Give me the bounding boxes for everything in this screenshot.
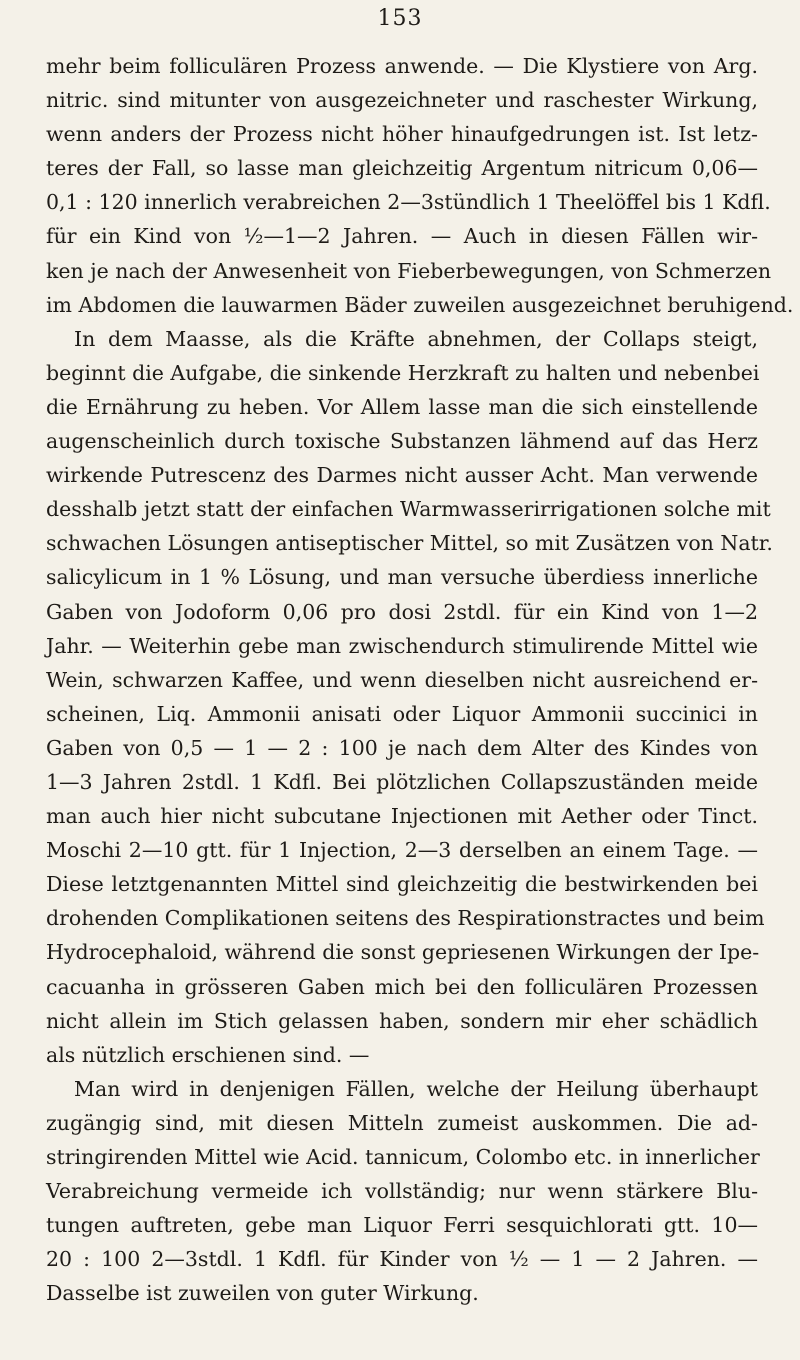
text-line: augenscheinlich durch toxische Substanzen lähmend auf das Herz — [46, 429, 758, 454]
text-line: 1—3 Jahren 2stdl. 1 Kdfl. Bei plötzlichen Collapszuständen meide — [46, 769, 758, 794]
text-line: Dasselbe ist zuweilen von guter Wirkung. — [46, 1281, 479, 1306]
text-line: Man wird in denjenigen Fällen, welche der Heilung überhaupt — [74, 1076, 758, 1101]
text-line: für ein Kind von ½—1—2 Jahren. — Auch in diesen Fällen wir- — [46, 224, 758, 249]
text-line: Gaben von 0,5 — 1 — 2 : 100 je nach dem Alter des Kindes von — [46, 735, 758, 760]
text-line: schwachen Lösungen antiseptischer Mittel, so mit Zusätzen von Natr. — [46, 531, 773, 556]
text-line: teres der Fall, so lasse man gleichzeitig Argentum nitricum 0,06— — [46, 156, 758, 181]
paragraph-1 — [46, 49, 794, 322]
text-line: ken je nach der Anwesenheit von Fieberbewegungen, von Schmerzen — [46, 258, 772, 283]
text-line: beginnt die Aufgabe, die sinkende Herzkraft zu halten und nebenbei — [46, 360, 760, 385]
text-line: Jahr. — Weiterhin gebe man zwischendurch stimulirende Mittel wie — [46, 633, 758, 658]
text-line: als nützlich erschienen sind. — — [46, 1042, 370, 1067]
text-line: cacuanha in grösseren Gaben mich bei den folliculären Prozessen — [46, 974, 758, 999]
text-line: 0,1 : 120 innerlich verabreichen 2—3stündlich 1 Theelöffel bis 1 Kdfl. — [46, 190, 771, 215]
page-number: 153 — [377, 6, 423, 31]
text-line: nitric. sind mitunter von ausgezeichneter und raschester Wirkung, — [46, 88, 758, 113]
text-line: desshalb jetzt statt der einfachen Warmwasserirrigationen solche mit — [46, 497, 771, 522]
text-line: Diese letztgenannten Mittel sind gleichzeitig die bestwirkenden bei — [46, 872, 758, 897]
text-line: Gaben von Jodoform 0,06 pro dosi 2stdl. für ein Kind von 1—2 — [46, 599, 758, 624]
text-line: wenn anders der Prozess nicht höher hinaufgedrungen ist. Ist letz- — [46, 122, 758, 147]
text-line: wirkende Putrescenz des Darmes nicht ausser Acht. Man verwende — [46, 463, 758, 488]
text-line: stringirenden Mittel wie Acid. tannicum, Colombo etc. in innerlicher — [46, 1145, 760, 1169]
paragraph-2 — [46, 322, 773, 1072]
body-text — [46, 49, 794, 1310]
text-line: Hydrocephaloid, während die sonst gepriesenen Wirkungen der Ipe- — [46, 940, 760, 965]
text-line: man auch hier nicht subcutane Injectionen mit Aether oder Tinct. — [46, 804, 758, 829]
text-line: salicylicum in 1 % Lösung, und man versuche überdiess innerliche — [46, 565, 758, 590]
text-line: drohenden Complikationen seitens des Respirationstractes und beim — [46, 906, 765, 931]
text-line: mehr beim folliculären Prozess anwende. — Die Klystiere von Arg. — [46, 54, 758, 78]
paragraph-3 — [46, 1072, 758, 1311]
text-line: scheinen, Liq. Ammonii anisati oder Liquor Ammonii succinici in — [46, 701, 758, 726]
text-line: In dem Maasse, als die Kräfte abnehmen, der Collaps steigt, — [74, 326, 758, 351]
text-line: im Abdomen die lauwarmen Bäder zuweilen ausgezeichnet beruhigend. — [46, 292, 794, 317]
text-line: Moschi 2—10 gtt. für 1 Injection, 2—3 derselben an einem Tage. — — [46, 838, 758, 863]
text-line: zugängig sind, mit diesen Mitteln zumeist auskommen. Die ad- — [46, 1110, 758, 1135]
text-line: nicht allein im Stich gelassen haben, sondern mir eher schädlich — [46, 1008, 758, 1033]
text-line: Verabreichung vermeide ich vollständig; nur wenn stärkere Blu- — [46, 1179, 758, 1204]
text-line: 20 : 100 2—3stdl. 1 Kdfl. für Kinder von ½ — 1 — 2 Jahren. — — [46, 1247, 758, 1272]
text-line: Wein, schwarzen Kaffee, und wenn dieselben nicht ausreichend er- — [46, 667, 758, 692]
text-line: die Ernährung zu heben. Vor Allem lasse man die sich einstellende — [46, 394, 758, 419]
text-line: tungen auftreten, gebe man Liquor Ferri sesquichlorati gtt. 10— — [46, 1213, 758, 1238]
